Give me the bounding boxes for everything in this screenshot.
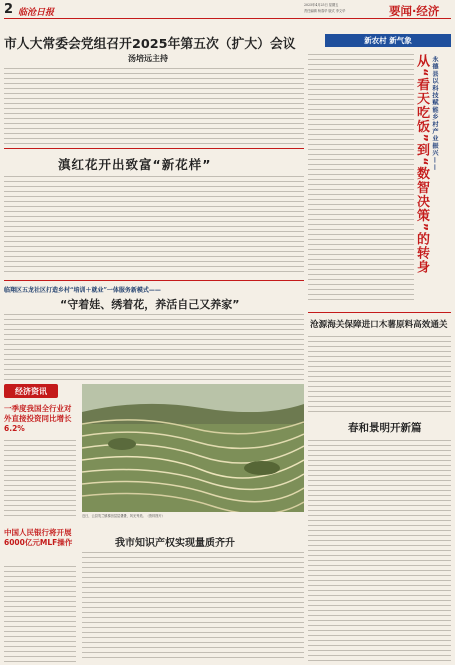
terrace-photo (82, 384, 304, 512)
story3-body (4, 314, 304, 380)
story2-headline: 滇红花开出致富“新花样” (58, 157, 212, 172)
divider (4, 280, 304, 281)
page-number: 2 (4, 2, 14, 17)
econ-news-tag (4, 384, 58, 398)
page-header (4, 2, 451, 19)
lead-body (4, 68, 304, 144)
lead-headline: 市人大常委会党组召开2025年第五次（扩大）会议 (4, 37, 296, 52)
rural-headline-quote2: “数智决策” (414, 157, 429, 233)
rural-headline-prefix: 从 (414, 54, 429, 68)
brief1-body (4, 440, 76, 520)
cangyuan-body (308, 336, 451, 412)
rural-headline-suffix: 的转身 (414, 232, 429, 275)
story3-headline: “守着娃、绣着花，养活自己又养家” (60, 298, 240, 311)
rural-headline-quote1: “看天吃饭” (414, 68, 429, 144)
brief1-headline: 一季度我国全行业对外直接投资同比增长6.2% (4, 404, 72, 433)
spring-headline: 春和景明开新篇 (348, 422, 422, 434)
rural-headline-mid: 到 (414, 143, 429, 158)
paper-name: 临沧日报 (18, 8, 55, 18)
story2-body (4, 176, 304, 276)
ip-headline: 我市知识产权实现量质齐升 (115, 538, 235, 549)
issue-date: 2025年4月25日 星期五 (304, 3, 339, 7)
lead-subhead: 汤培远主持 (128, 53, 168, 63)
rural-headline (414, 54, 429, 314)
editor-credit: 责任编辑 杨春华 版式 李文华 (304, 9, 346, 13)
spring-body (308, 440, 451, 662)
story3-kicker: 临翔区五龙社区打造乡村“培训＋就业”一体服务新模式—— (4, 287, 161, 294)
ip-body (82, 552, 304, 662)
rural-banner (325, 34, 451, 47)
brief2-body (4, 566, 76, 662)
terrace-illustration (82, 384, 304, 512)
photo-caption: 近日，云县茂兰镇梯田层层叠叠，风光秀美。（资料图片） (82, 514, 165, 518)
econ-news-label: 经济资讯 (15, 386, 47, 396)
cangyuan-headline: 沧源海关保障进口木薯原料高效通关 (310, 320, 448, 330)
divider (308, 312, 451, 313)
brief2-headline: 中国人民银行将开展6000亿元MLF操作 (4, 528, 73, 547)
section-title: 要闻·经济 (389, 4, 440, 18)
rural-body (308, 54, 414, 304)
divider (4, 148, 304, 149)
rural-kicker: 永德县以科技赋能乡村产业振兴—— (431, 56, 438, 172)
rural-banner-label: 新农村 新气象 (364, 36, 412, 45)
